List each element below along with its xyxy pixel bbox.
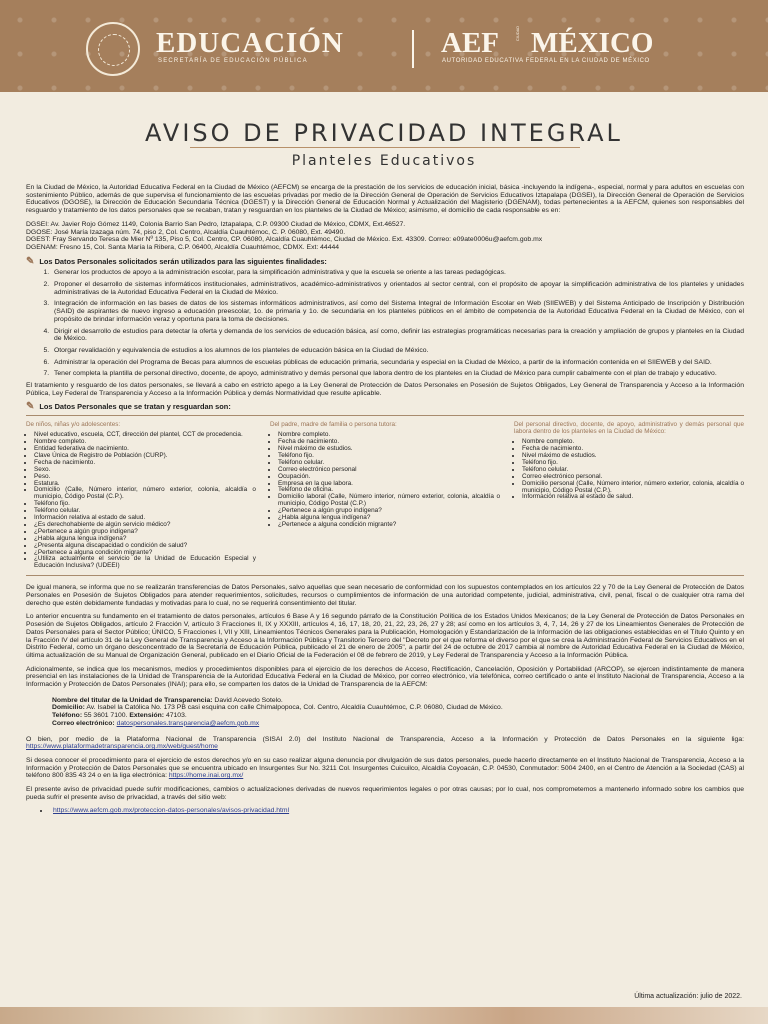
data-item: • Teléfono fijo. [34, 501, 256, 508]
data-item: • Teléfono fijo. [278, 453, 500, 460]
transparency-contact [26, 697, 744, 728]
privacy-link-item [50, 807, 744, 815]
transfers-paragraph: De igual manera, se informa que no se realizarán transferencias de Datos Personales, salvo aquellas que sean necesario de conformidad con los supuestos contemplados en los artículos 22 y 70 de la Ley General de Protección de Datos Personales en Posesión de Sujetos Obligados para atender requerimientos, solicitudes, recursos o cumplimientos de información de una autoridad competente, judicial, administrativa, civil, penal, fiscal o de cualquier otra rama del derecho que estén debidamente fundadas y motivadas para lo cual, no se requerirá consentimiento del titular. [26, 584, 744, 607]
contact-extension-value: 47103. [165, 712, 187, 720]
contact-phone-value: 55 3601 7100. [83, 712, 128, 720]
data-item: • Teléfono celular. [522, 467, 744, 474]
government-seal-icon [86, 22, 140, 76]
changes-paragraph: El presente aviso de privacidad puede sufrir modificaciones, cambios o actualizaciones derivadas de nuevos requerimientos legales o por otras causas; por lo cual, nos comprometemos a mantenerlo informado sobre los cambios que pueda sufrir el presente aviso de privacidad, a través del sitio web: [26, 786, 744, 801]
data-item: • Teléfono fijo. [522, 460, 744, 467]
data-item: • Nombre completo. [278, 432, 500, 439]
privacy-link-list [26, 807, 744, 815]
data-heading [26, 403, 744, 411]
contact-name-label: Nombre del titular de la Unidad de Transparencia: [52, 696, 213, 704]
brand-divider [412, 30, 414, 68]
purpose-item: 7. Tener completa la plantilla de personal directivo, docente, de apoyo, administrativo y demás personal que labora dentro de los planteles en la Ciudad de México para cumplir cabalmente con el plan de trabajo y educativo. [51, 370, 744, 378]
data-item: • Información relativa al estado de salud. [34, 515, 256, 522]
data-item: • Clave Única de Registro de Población (CURP). [34, 453, 256, 460]
city-small-label: CIUDAD [515, 25, 521, 42]
data-item: • Nivel educativo, escuela, CCT, dirección del plantel, CCT de procedencia. [34, 432, 256, 439]
children-column-title: De niños, niñas y/o adolescentes: [26, 421, 121, 429]
address-dgsei: DGSEI: Av. Javier Rojo Gómez 1149, Colonia Barrio San Pedro, Iztapalapa, C.P. 09300 Ciudad de México, CDMX, Ext.46527. [26, 220, 406, 228]
header-banner [0, 0, 768, 92]
complaint-text: Si desea conocer el procedimiento para el ejercicio de estos derechos y/o en su caso realizar alguna denuncia por divulgación de sus datos personales, puede hacerlo directamente en el Instituto Nacional de Transparencia, Acceso a la Información y Protección de Datos Personales que se encuentra ubicado en Insurgentes Sur No. 3211 Col. Insurgentes Cuicuilco, Alcaldía Coyoacán, C.P. 04530, Conmutador: 5004 2400, en el Centro de Atención a la Sociedad (CAS) al teléfono 800 835 43 24 o en la liga electrónica: [26, 756, 744, 780]
data-item: • Domicilio (Calle, Número interior, número exterior, colonia, alcaldía o municipio, Código Postal (C.P.). [34, 487, 256, 501]
complaint-paragraph [26, 757, 744, 780]
personal-data-columns [26, 415, 744, 576]
data-item: • ¿Presenta alguna discapacidad o condición de salud? [34, 543, 256, 550]
data-item: • Correo electrónico personal [278, 467, 500, 474]
mexico-brand: MÉXICO [531, 27, 654, 59]
bottom-pattern [0, 1007, 768, 1024]
address-dgest: DGEST: Fray Servando Teresa de Mier Nº 135, Piso 5, Col. Centro, CP. 06080, Alcaldía Cuauhtémoc, Ciudad de México. Ext. 43309. Correo: e09ate0006u@aefcm.gob.mx [26, 236, 543, 244]
title-rule [190, 147, 580, 148]
data-item: • Fecha de nacimiento. [522, 446, 744, 453]
pen-icon: ✎ [26, 401, 35, 413]
data-item: • Domicilio laboral (Calle, Número interior, número exterior, colonia, alcaldía o municipio, Código Postal (C.P.) [278, 494, 500, 508]
data-item: • Peso. [34, 474, 256, 481]
data-item: • Estatura. [34, 481, 256, 488]
data-item: • Teléfono celular. [278, 460, 500, 467]
contact-phone-row [52, 712, 744, 720]
contact-address-row [52, 704, 744, 712]
purpose-item: 5. Otorgar revalidación y equivalencia de estudios a los alumnos de los planteles de educación básica en la Ciudad de México. [51, 347, 744, 355]
aef-brand: AEF [441, 27, 499, 59]
data-item: • ¿Pertenece a algún grupo indígena? [278, 508, 500, 515]
staff-data-column [514, 421, 744, 570]
aef-subtitle: AUTORIDAD EDUCATIVA FEDERAL EN LA CIUDAD DE MÉXICO [442, 58, 650, 64]
platform-link[interactable]: https://www.plataformadetransparencia.org.mx/web/guest/home [26, 743, 218, 751]
data-heading-text: Los Datos Personales que se tratan y resguardan son: [39, 402, 231, 412]
purposes-heading [26, 255, 744, 267]
page-subtitle: Planteles Educativos [291, 153, 477, 169]
data-item: • Nombre completo. [34, 439, 256, 446]
data-item: • Teléfono celular. [34, 508, 256, 515]
document-body [26, 184, 744, 819]
platform-paragraph [26, 736, 744, 751]
data-item: • Información relativa al estado de salud. [522, 494, 744, 501]
data-item: • Nivel máximo de estudios. [522, 453, 744, 460]
guardian-data-column [270, 421, 500, 570]
purpose-item: 1. Generar los productos de apoyo a la administración escolar, para la simplificación administrativa y que la escuela se oriente a las tareas pedagógicas. [51, 269, 744, 277]
data-item: • Fecha de nacimiento. [34, 460, 256, 467]
data-item: • Sexo. [34, 467, 256, 474]
data-item: • ¿Es derechohabiente de algún servicio médico? [34, 522, 256, 529]
contact-email-row [52, 720, 744, 728]
purpose-item: 3. Integración de información en las bases de datos de los sistemas informáticos administrativos, así como del Sistema Integral de Información Escolar en Web (SIIEWEB) y del Sistema Anticipado de Inscripción y Distribución (SAID) de aspirantes de nuevo ingreso a educación preescolar, 1o. de primaria y 1o. de secundaria en los planteles públicos en el ámbito de competencia de la Autoridad Educativa Federal en la Ciudad de México, con el propósito de brindar información veraz y oportuna para la toma de decisiones. [51, 300, 744, 323]
purpose-item: 2. Proponer el desarrollo de sistemas informáticos institucionales, administrativos, académico-administrativos y orientados al sector central, con el propósito de apoyar la simplificación administrativa de los planteles y unidades administrativas de la Autoridad Educativa Federal en la Ciudad de México. [51, 281, 744, 296]
contact-email-label: Correo electrónico: [52, 719, 115, 727]
contact-email-link[interactable]: datospersonales.transparencia@aefcm.gob.mx [116, 719, 260, 727]
data-item: • ¿Habla alguna lengua indígena? [278, 515, 500, 522]
data-item: • Ocupación. [278, 474, 500, 481]
pen-icon: ✎ [26, 255, 35, 267]
platform-text: O bien, por medio de la Plataforma Nacional de Transparencia (SISAI 2.0) del Instituto Nacional de Transparencia, Acceso a la Información y Protección de Datos Personales en la siguiente liga: [26, 735, 744, 743]
data-item: • Nivel máximo de estudios. [278, 446, 500, 453]
data-item: • Fecha de nacimiento. [278, 439, 500, 446]
staff-column-title: Del personal directivo, docente, de apoyo, administrativo y demás personal que labora dentro de los planteles en la Ciudad de México: [514, 421, 744, 436]
foundation-paragraph: Lo anterior encuentra su fundamento en el tratamiento de datos personales, artículos 6 Base A y 16 segundo párrafo de la Constitución Política de los Estados Unidos Mexicanos; de la Ley General de Protección de Datos Personales en Posesión de Sujetos Obligados, artículo 2 Fracción V, artículo 3 Fracciones II, IX y XXXIII, artículos 4, 16, 17, 18, 20, 21, 22, 23, 26, 27 y 28; así como en los artículos 3, 4, 7, 14, 26 y 27 de los Lineamientos Generales de Protección de Datos Personales para el Sector Público; ÚNICO, 5 Fracciones I, VII y XIII, Lineamientos Técnicos Generales para la Publicación, Homologación y Estandarización de la Información de las obligaciones establecidas en el Título Quinto y en la Fracción IV del artículo 31 de la Ley General de Transparencia y Acceso a la Información Pública y Transitorio Tercero del "Decreto por el que reforma el diverso por el que se crea la Administración Federal de Servicios Educativos en el Distrito Federal, como un órgano desconcentrado de la Secretaría de Educación Pública, publicado el 21 de enero de 2005", a partir del 24 de octubre de 2017 cambia al nombre de Autoridad Educativa Federal en la Ciudad de México, última actualización de su Manual de Organización General, publicado en el Diario Oficial de la Federación el 08 de febrero de 2019, y Ley Federal de Transparencia y Acceso a la Información Pública. [26, 613, 744, 659]
contact-name-value: David Acevedo Sotelo. [214, 696, 283, 704]
privacy-link[interactable]: https://www.aefcm.gob.mx/proteccion-datos-personales/avisos-privacidad.html [53, 807, 290, 815]
data-item: • Entidad federativa de nacimiento. [34, 446, 256, 453]
education-subtitle: SECRETARÍA DE EDUCACIÓN PÚBLICA [158, 58, 308, 64]
data-item: • ¿Habla alguna lengua indígena? [34, 536, 256, 543]
data-item: • Teléfono de oficina. [278, 487, 500, 494]
address-dgenam: DGENAM: Fresno 15, Col. Santa María la Ribera, C.P. 06400, Alcaldía Cuauhtémoc, CDMX. Ext: 44444 [26, 243, 340, 251]
data-item: • Empresa en la que labora. [278, 481, 500, 488]
contact-phone-label: Teléfono: [52, 712, 83, 720]
purposes-heading-text: Los Datos Personales solicitados serán utilizados para las siguientes finalidades: [39, 256, 327, 266]
guardian-column-title: Del padre, madre de familia o persona tutora: [270, 421, 397, 429]
intro-paragraph: En la Ciudad de México, la Autoridad Educativa Federal en la Ciudad de México (AEFCM) se encarga de la prestación de los servicios de educación inicial, básica -incluyendo la indígena-, especial, normal y para adultos en escuelas con sostenimiento Público, además de que supervisa el funcionamiento de las escuelas privadas por medio de la Dirección General de Operación de Servicios Educativos Iztapalapa (DGSEI), la Dirección General de Operación de Servicios Educativos (DGOSE), la Dirección de Educación Secundaria Técnica (DGEST) y la Dirección General de Educación Normal y Actualización del Magisterio (DGENAM), todas pertenecientes a la AEFCM, quienes son responsables del resguardo y tratamiento de los datos personales que se recaban, tratan y resguardan en los planteles de la Ciudad de México; asimismo, el domicilio de cada responsable es en: [26, 184, 744, 215]
contact-address-value: Av. Isabel la Católica No. 173 PB casi esquina con calle Chimalpopoca, Col. Centro, Alcaldía Cuauhtémoc, C.P. 06080, Ciudad de México. [86, 704, 503, 712]
page-title: AVISO DE PRIVACIDAD INTEGRAL [145, 119, 623, 147]
last-update: Última actualización: julio de 2022. [634, 993, 742, 1000]
legal-basis-paragraph: El tratamiento y resguardo de los datos personales, se llevará a cabo en estricto apego a la Ley General de Protección de Datos Personales en Posesión de Sujetos Obligados, Ley General de Transparencia y Acceso a la Información Pública, Ley Federal de Transparencia y Acceso a la Información Pública y demás Normatividad que resulte aplicable. [26, 382, 744, 397]
data-item: • ¿Pertenece a alguna condición migrante? [34, 550, 256, 557]
children-data-column [26, 421, 256, 570]
contact-name-row [52, 697, 744, 705]
address-dgose: DGOSE: José María Izazaga núm. 74, piso 2, Col. Centro, Alcaldía Cuauhtémoc, C. P. 06080, Ext. 49490. [26, 228, 346, 236]
contact-address-label: Domicilio: [52, 704, 85, 712]
data-item: • ¿Pertenece a algún grupo indígena? [34, 529, 256, 536]
purpose-item: 6. Administrar la operación del Programa de Becas para alumnos de escuelas públicas de educación primaria, secundaria y especial en la Ciudad de México, a partir de la información contenida en el SIIEWEB y del SAID. [51, 359, 744, 367]
arco-paragraph: Adicionalmente, se indica que los mecanismos, medios y procedimientos disponibles para el ejercicio de los derechos de Acceso, Rectificación, Cancelación, Oposición y Portabilidad (ARCOP), se ejercen indistintamente de manera presencial en las instalaciones de la Unidad de Transparencia de la Autoridad Educativa Federal en la Ciudad de México, por correo electrónico, vía telefónica, correo certificado o ante el Instituto Nacional de Transparencia, Acceso a la Información y Protección de Datos Personales (INAI); para ello, se comparten los datos de la Unidad de Transparencia de la AEFCM: [26, 665, 744, 689]
purposes-list [26, 269, 744, 378]
data-item: • Domicilio personal (Calle, Número interior, número exterior, colonia, alcaldía o municipio, Código Postal (C.P.). [522, 481, 744, 495]
data-item: • Correo electrónico personal. [522, 474, 744, 481]
contact-extension-label: Extensión: [129, 712, 165, 720]
purpose-item: 4. Dirigir el desarrollo de estudios para detectar la oferta y demanda de los servicios de educación básica, así como, definir las estrategias programáticas necesarias para la creación y ampliación de grupos y planteles en la Ciudad de México. [51, 328, 744, 343]
address-list [26, 221, 744, 252]
data-item: • ¿Utiliza actualmente el servicio de la Unidad de Educación Especial y Educación Inclusiva? (UDEEI) [34, 556, 256, 570]
data-item: • ¿Pertenece a alguna condición migrante? [278, 522, 500, 529]
education-brand: EDUCACIÓN [156, 27, 344, 59]
data-item: • Nombre completo. [522, 439, 744, 446]
inai-link[interactable]: https://home.inai.org.mx/ [168, 772, 244, 780]
